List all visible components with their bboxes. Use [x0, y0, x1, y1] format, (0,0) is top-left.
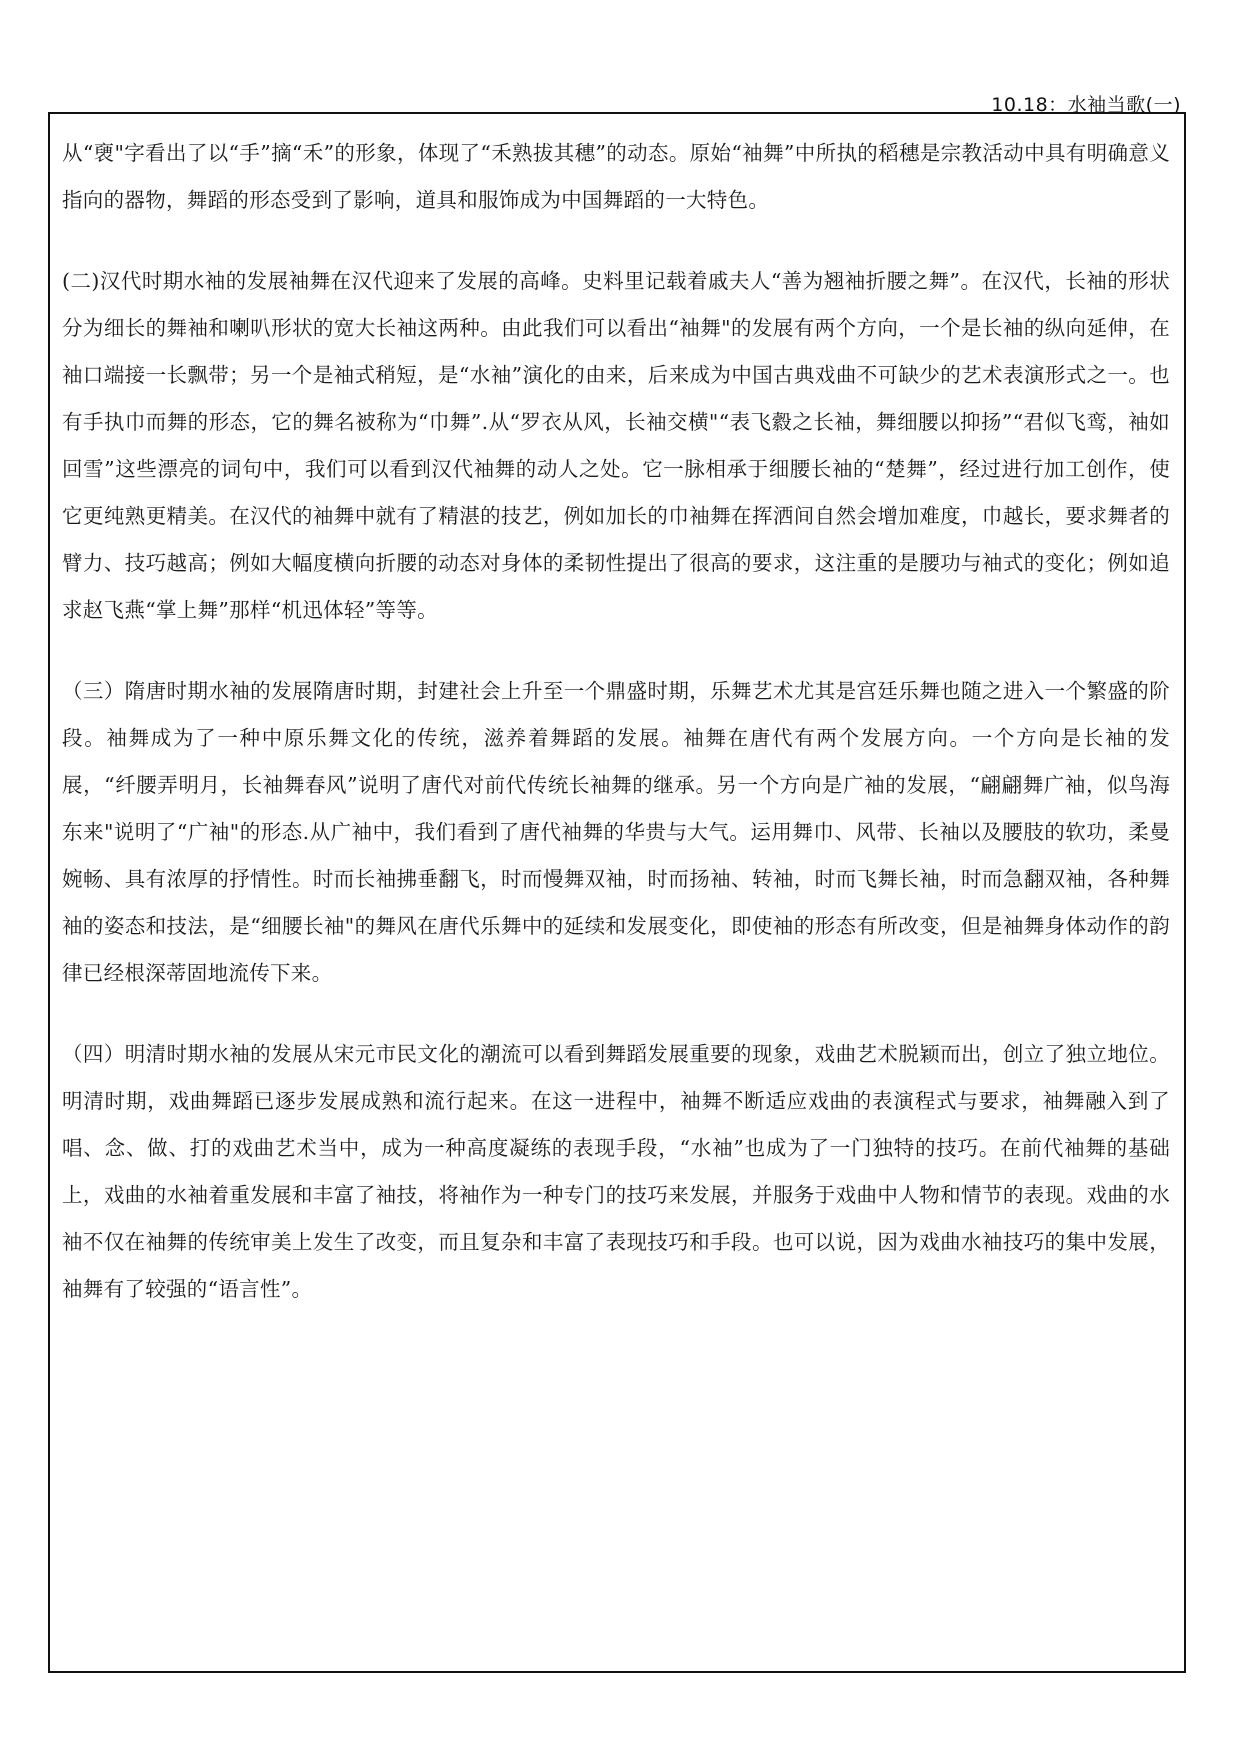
paragraph-han-dynasty: (二)汉代时期水袖的发展袖舞在汉代迎来了发展的高峰。史料里记载着戚夫人“善为翘袖折腰之舞”。在汉代，长袖的形状分为细长的舞袖和喇叭形状的宽大长袖这两种。由此我们可以看出“袖舞"的发展有两个方向，一个是长袖的纵向延伸，在袖口端接一长飘带；另一个是袖式稍短，是“水袖”演化的由来，后来成为中国古典戏曲不可缺少的艺术表演形式之一。也有手执巾而舞的形态，它的舞名被称为“巾舞”.从“罗衣从风，长袖交横"“表飞縠之长袖，舞细腰以抑扬”“君似飞鸾，袖如回雪”这些漂亮的词句中，我们可以看到汉代袖舞的动人之处。它一脉相承于细腰长袖的“楚舞”，经过进行加工创作，使它更纯熟更精美。在汉代的袖舞中就有了精湛的技艺，例如加长的巾袖舞在挥洒间自然会增加难度，巾越长，要求舞者的臂力、技巧越高；例如大幅度横向折腰的动态对身体的柔韧性提出了很高的要求，这注重的是腰功与袖式的变化；例如追求赵飞燕“掌上舞”那样“机迅体轻”等等。 [62, 269, 1170, 622]
paragraph-origin: 从“褏"字看出了以“手”摘“禾”的形象，体现了“禾熟拔其穗”的动态。原始“袖舞”中所执的稻穗是宗教活动中具有明确意义指向的器物，舞蹈的形态受到了影响，道具和服饰成为中国舞蹈的一大特色。 [62, 141, 1170, 212]
paragraph-sui-tang: （三）隋唐时期水袖的发展隋唐时期，封建社会上升至一个鼎盛时期，乐舞艺术尤其是宫廷乐舞也随之进入一个繁盛的阶段。袖舞成为了一种中原乐舞文化的传统，滋养着舞蹈的发展。袖舞在唐代有两个发展方向。一个方向是长袖的发展，“纤腰弄明月，长袖舞春风”说明了唐代对前代传统长袖舞的继承。另一个方向是广袖的发展，“翩翩舞广袖，似鸟海东来"说明了“广袖"的形态.从广袖中，我们看到了唐代袖舞的华贵与大气。运用舞巾、风带、长袖以及腰肢的软功，柔曼婉畅、具有浓厚的抒情性。时而长袖拂垂翻飞，时而慢舞双袖，时而扬袖、转袖，时而飞舞长袖，时而急翻双袖，各种舞袖的姿态和技法，是“细腰长袖"的舞风在唐代乐舞中的延续和发展变化，即使袖的形态有所改变，但是袖舞身体动作的韵律已经根深蒂固地流传下来。 [62, 679, 1170, 985]
paragraph-ming-qing: （四）明清时期水袖的发展从宋元市民文化的潮流可以看到舞蹈发展重要的现象，戏曲艺术脱颖而出，创立了独立地位。明清时期，戏曲舞蹈已逐步发展成熟和流行起来。在这一进程中，袖舞不断适应戏曲的表演程式与要求，袖舞融入到了唱、念、做、打的戏曲艺术当中，成为一种高度凝练的表现手段，“水袖”也成为了一门独特的技巧。在前代袖舞的基础上，戏曲的水袖着重发展和丰富了袖技，将袖作为一种专门的技巧来发展，并服务于戏曲中人物和情节的表现。戏曲的水袖不仅在袖舞的传统审美上发生了改变，而且复杂和丰富了表现技巧和手段。也可以说，因为戏曲水袖技巧的集中发展，袖舞有了较强的“语言性”。 [62, 1042, 1170, 1301]
content-frame [48, 112, 1186, 1673]
page-header-label: 10.18：水袖当歌(一) [991, 94, 1181, 116]
